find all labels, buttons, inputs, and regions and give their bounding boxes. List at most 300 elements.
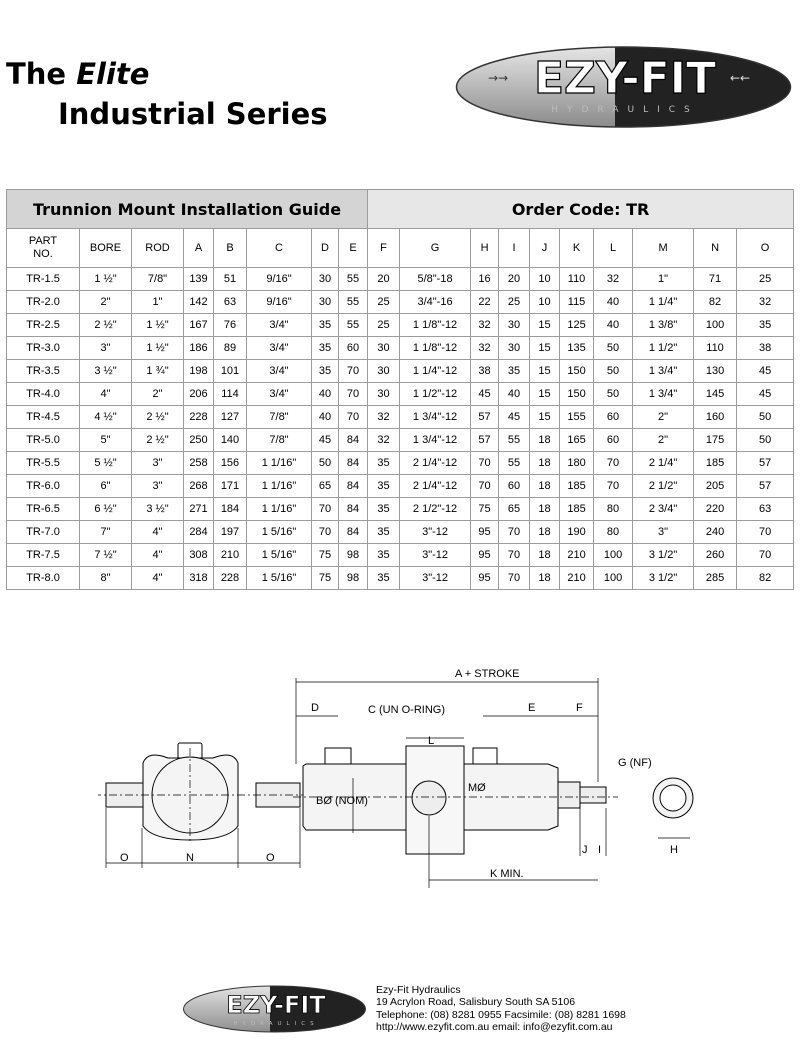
table-cell: 130 <box>694 360 737 383</box>
company-name: Ezy-Fit Hydraulics <box>376 984 461 996</box>
table-cell: 228 <box>214 567 247 590</box>
table-cell: TR-7.5 <box>7 544 80 567</box>
table-cell: 50 <box>737 406 794 429</box>
table-cell: 45 <box>737 383 794 406</box>
table-cell: 268 <box>184 475 214 498</box>
table-cell: 271 <box>184 498 214 521</box>
table-cell: 175 <box>694 429 737 452</box>
table-cell: 40 <box>499 383 530 406</box>
dim-f: F <box>576 702 583 714</box>
table-cell: 45 <box>312 429 339 452</box>
guide-title: Trunnion Mount Installation Guide <box>7 190 368 229</box>
street-address: 19 Acrylon Road, Salisbury South SA 5106 <box>376 996 576 1009</box>
table-cell: 70 <box>499 567 530 590</box>
table-cell: 22 <box>471 291 499 314</box>
table-cell: 140 <box>214 429 247 452</box>
table-cell: 51 <box>214 268 247 291</box>
dim-k: K MIN. <box>490 868 524 880</box>
table-cell: 10 <box>530 268 560 291</box>
table-row <box>7 544 794 567</box>
table-cell: 7/8" <box>132 268 184 291</box>
table-cell: 127 <box>214 406 247 429</box>
side-view <box>293 678 690 888</box>
table-cell: 1 1/4" <box>633 291 694 314</box>
table-cell: 55 <box>499 452 530 475</box>
table-cell: 50 <box>312 452 339 475</box>
table-cell: 15 <box>530 314 560 337</box>
table-cell: 84 <box>339 429 368 452</box>
column-header: C <box>247 229 312 268</box>
table-cell: 55 <box>339 314 368 337</box>
table-cell: 3" <box>132 452 184 475</box>
table-cell: 35 <box>499 360 530 383</box>
table-cell: 3"-12 <box>400 521 471 544</box>
table-cell: 1 ½" <box>132 337 184 360</box>
table-cell: 3"-12 <box>400 567 471 590</box>
dim-l: L <box>428 735 435 747</box>
table-cell: 7" <box>80 521 132 544</box>
table-row <box>7 452 794 475</box>
table-cell: 114 <box>214 383 247 406</box>
table-cell: 100 <box>694 314 737 337</box>
table-cell: 3 ½" <box>80 360 132 383</box>
table-cell: 84 <box>339 498 368 521</box>
table-cell: 250 <box>184 429 214 452</box>
table-cell: 185 <box>560 475 594 498</box>
table-cell: 18 <box>530 544 560 567</box>
table-cell: 70 <box>312 498 339 521</box>
table-cell: 40 <box>594 291 633 314</box>
table-cell: 40 <box>312 383 339 406</box>
table-cell: 70 <box>499 544 530 567</box>
table-cell: 3 1/2" <box>633 544 694 567</box>
table-cell: 18 <box>530 475 560 498</box>
table-cell: 190 <box>560 521 594 544</box>
table-cell: 18 <box>530 452 560 475</box>
dim-d: D <box>311 702 319 714</box>
table-cell: TR-6.5 <box>7 498 80 521</box>
table-cell: TR-1.5 <box>7 268 80 291</box>
table-cell: 1 1/4"-12 <box>400 360 471 383</box>
table-row <box>7 567 794 590</box>
column-header: H <box>471 229 499 268</box>
table-cell: 5/8"-18 <box>400 268 471 291</box>
title-elite: Elite <box>76 57 150 91</box>
table-cell: 35 <box>312 314 339 337</box>
table-cell: 110 <box>694 337 737 360</box>
table-cell: 57 <box>471 429 499 452</box>
column-header: E <box>339 229 368 268</box>
table-cell: 1 5/16" <box>247 544 312 567</box>
table-cell: 32 <box>368 406 400 429</box>
table-cell: 4" <box>80 383 132 406</box>
table-cell: 32 <box>737 291 794 314</box>
table-row <box>7 429 794 452</box>
table-cell: 30 <box>368 337 400 360</box>
table-cell: 2" <box>132 383 184 406</box>
table-cell: 2" <box>633 406 694 429</box>
table-row <box>7 521 794 544</box>
table-cell: 35 <box>312 337 339 360</box>
title-series: Industrial Series <box>58 97 328 131</box>
table-cell: 125 <box>560 314 594 337</box>
table-cell: 100 <box>594 544 633 567</box>
table-cell: 35 <box>368 521 400 544</box>
table-cell: 198 <box>184 360 214 383</box>
table-cell: 45 <box>471 383 499 406</box>
table-cell: 1" <box>633 268 694 291</box>
table-cell: 2 1/2"-12 <box>400 498 471 521</box>
table-cell: 9/16" <box>247 291 312 314</box>
table-cell: 25 <box>737 268 794 291</box>
table-cell: 15 <box>530 406 560 429</box>
table-cell: 75 <box>312 567 339 590</box>
table-cell: 98 <box>339 567 368 590</box>
table-cell: 3" <box>80 337 132 360</box>
table-row <box>7 383 794 406</box>
table-cell: 240 <box>694 521 737 544</box>
table-cell: 1 5/16" <box>247 567 312 590</box>
table-cell: 98 <box>339 544 368 567</box>
table-cell: 70 <box>737 521 794 544</box>
table-cell: 15 <box>530 337 560 360</box>
dim-g: G (NF) <box>618 757 652 769</box>
table-cell: 1 1/2" <box>633 337 694 360</box>
table-cell: 155 <box>560 406 594 429</box>
table-cell: 308 <box>184 544 214 567</box>
table-cell: 318 <box>184 567 214 590</box>
table-cell: TR-7.0 <box>7 521 80 544</box>
table-cell: 70 <box>594 452 633 475</box>
table-cell: 15 <box>530 360 560 383</box>
table-cell: 206 <box>184 383 214 406</box>
table-cell: 210 <box>560 567 594 590</box>
table-cell: 95 <box>471 521 499 544</box>
table-header-band <box>7 190 794 229</box>
table-cell: 18 <box>530 521 560 544</box>
table-cell: 60 <box>499 475 530 498</box>
table-cell: 95 <box>471 544 499 567</box>
table-cell: 1 5/16" <box>247 521 312 544</box>
table-cell: 3/4" <box>247 360 312 383</box>
table-cell: 16 <box>471 268 499 291</box>
table-cell: 1 ¾" <box>132 360 184 383</box>
table-cell: 2 ½" <box>132 429 184 452</box>
table-cell: 40 <box>312 406 339 429</box>
table-cell: 8" <box>80 567 132 590</box>
table-cell: 71 <box>694 268 737 291</box>
column-header: ROD <box>132 229 184 268</box>
column-header: M <box>633 229 694 268</box>
table-cell: 3/4" <box>247 383 312 406</box>
footer-logo <box>182 984 367 1034</box>
table-cell: 75 <box>471 498 499 521</box>
table-cell: TR-5.5 <box>7 452 80 475</box>
port-end-view <box>653 778 693 818</box>
table-cell: 35 <box>368 452 400 475</box>
table-cell: 18 <box>530 498 560 521</box>
table-cell: 20 <box>368 268 400 291</box>
table-cell: 60 <box>594 406 633 429</box>
table-cell: 63 <box>214 291 247 314</box>
table-row <box>7 291 794 314</box>
table-cell: 165 <box>560 429 594 452</box>
table-cell: 18 <box>530 429 560 452</box>
table-row <box>7 498 794 521</box>
table-cell: 4" <box>132 567 184 590</box>
table-cell: TR-4.0 <box>7 383 80 406</box>
table-cell: TR-5.0 <box>7 429 80 452</box>
end-view <box>98 743 313 868</box>
column-header: L <box>594 229 633 268</box>
table-cell: 95 <box>471 567 499 590</box>
footer-logo-sub: HYDRAULICS <box>233 1021 319 1027</box>
svg-text:→→: →→ <box>488 71 509 85</box>
column-header: J <box>530 229 560 268</box>
table-cell: 3/4" <box>247 337 312 360</box>
table-cell: 3" <box>633 521 694 544</box>
table-cell: 70 <box>471 475 499 498</box>
table-cell: 2 ½" <box>132 406 184 429</box>
table-cell: 1 3/4" <box>633 383 694 406</box>
table-cell: 3" <box>132 475 184 498</box>
table-cell: 210 <box>214 544 247 567</box>
dim-e: E <box>528 702 536 714</box>
logo-brand: EZY-FIT <box>533 53 717 104</box>
table-cell: 9/16" <box>247 268 312 291</box>
svg-text:←←: ←← <box>730 71 751 85</box>
table-cell: 101 <box>214 360 247 383</box>
table-cell: 76 <box>214 314 247 337</box>
column-header: B <box>214 229 247 268</box>
table-cell: 135 <box>560 337 594 360</box>
table-cell: 3"-12 <box>400 544 471 567</box>
table-cell: 65 <box>499 498 530 521</box>
dim-o-left: O <box>120 852 129 864</box>
table-cell: 84 <box>339 452 368 475</box>
table-cell: 70 <box>339 360 368 383</box>
table-cell: 2 ½" <box>80 314 132 337</box>
table-cell: 55 <box>499 429 530 452</box>
column-header: F <box>368 229 400 268</box>
dim-b: BØ (NOM) <box>316 795 368 807</box>
table-cell: 142 <box>184 291 214 314</box>
dim-c: C (UN O-RING) <box>368 704 445 716</box>
table-cell: 1 1/2"-12 <box>400 383 471 406</box>
table-row <box>7 314 794 337</box>
dim-i: I <box>598 844 602 856</box>
table-cell: 4" <box>132 521 184 544</box>
table-cell: 40 <box>594 314 633 337</box>
table-cell: 7/8" <box>247 406 312 429</box>
table-cell: 32 <box>368 429 400 452</box>
table-cell: 150 <box>560 360 594 383</box>
table-cell: 50 <box>594 337 633 360</box>
table-cell: 80 <box>594 521 633 544</box>
trunnion-cylinder-drawing <box>98 658 698 888</box>
table-cell: 205 <box>694 475 737 498</box>
table-cell: 89 <box>214 337 247 360</box>
table-cell: TR-8.0 <box>7 567 80 590</box>
order-code: Order Code: TR <box>368 190 794 229</box>
table-cell: 1 ½" <box>132 314 184 337</box>
table-cell: 35 <box>368 475 400 498</box>
table-cell: 185 <box>560 498 594 521</box>
table-cell: 70 <box>312 521 339 544</box>
table-cell: 7/8" <box>247 429 312 452</box>
logo-sub: HYDRAULICS <box>551 105 699 115</box>
table-cell: 3 1/2" <box>633 567 694 590</box>
table-cell: 5" <box>80 429 132 452</box>
table-cell: 35 <box>368 567 400 590</box>
table-cell: 167 <box>184 314 214 337</box>
contact-block <box>376 984 626 1033</box>
table-cell: 60 <box>339 337 368 360</box>
table-cell: 160 <box>694 406 737 429</box>
table-cell: 2 3/4" <box>633 498 694 521</box>
table-cell: 1" <box>132 291 184 314</box>
table-cell: 30 <box>312 268 339 291</box>
table-cell: TR-2.0 <box>7 291 80 314</box>
table-cell: 1 1/16" <box>247 498 312 521</box>
table-cell: 285 <box>694 567 737 590</box>
table-cell: 25 <box>368 314 400 337</box>
table-cell: 70 <box>339 383 368 406</box>
table-cell: 38 <box>471 360 499 383</box>
table-cell: 3/4" <box>247 314 312 337</box>
table-cell: 20 <box>499 268 530 291</box>
table-cell: 1 1/8"-12 <box>400 337 471 360</box>
table-cell: 30 <box>499 337 530 360</box>
table-cell: 100 <box>594 567 633 590</box>
table-cell: 55 <box>339 268 368 291</box>
column-header: PART NO. <box>7 229 80 268</box>
table-cell: 7 ½" <box>80 544 132 567</box>
dim-j: J <box>582 844 588 856</box>
dim-m: MØ <box>468 782 486 794</box>
table-cell: 35 <box>312 360 339 383</box>
table-cell: 50 <box>594 360 633 383</box>
table-cell: 2" <box>80 291 132 314</box>
table-cell: 32 <box>471 314 499 337</box>
table-cell: 38 <box>737 337 794 360</box>
table-cell: 55 <box>339 291 368 314</box>
table-cell: 50 <box>737 429 794 452</box>
table-cell: 220 <box>694 498 737 521</box>
table-cell: 139 <box>184 268 214 291</box>
table-cell: 70 <box>594 475 633 498</box>
table-cell: 258 <box>184 452 214 475</box>
table-cell: 70 <box>471 452 499 475</box>
table-cell: 45 <box>499 406 530 429</box>
table-cell: 4" <box>132 544 184 567</box>
table-cell: 70 <box>499 521 530 544</box>
table-cell: 10 <box>530 291 560 314</box>
table-cell: 84 <box>339 475 368 498</box>
table-cell: 50 <box>594 383 633 406</box>
table-cell: TR-6.0 <box>7 475 80 498</box>
column-header: O <box>737 229 794 268</box>
table-cell: 6 ½" <box>80 498 132 521</box>
table-cell: 82 <box>737 567 794 590</box>
column-header: BORE <box>80 229 132 268</box>
table-cell: 210 <box>560 544 594 567</box>
table-cell: 2 1/4"-12 <box>400 452 471 475</box>
table-cell: 110 <box>560 268 594 291</box>
table-cell: 30 <box>368 383 400 406</box>
table-cell: 1 3/4" <box>633 360 694 383</box>
web-email: http://www.ezyfit.com.au email: info@ezyfit.com.au <box>376 1020 613 1033</box>
dim-n: N <box>186 852 194 864</box>
table-row <box>7 406 794 429</box>
table-cell: 15 <box>530 383 560 406</box>
table-cell: 228 <box>184 406 214 429</box>
table-cell: 2" <box>633 429 694 452</box>
dim-a-stroke: A + STROKE <box>455 668 520 680</box>
table-cell: 185 <box>694 452 737 475</box>
footer-logo-brand: EZY-FIT <box>226 991 326 1019</box>
table-cell: 30 <box>499 314 530 337</box>
table-cell: 2 1/4"-12 <box>400 475 471 498</box>
table-cell: 197 <box>214 521 247 544</box>
table-cell: 57 <box>737 452 794 475</box>
dim-o-right: O <box>266 852 275 864</box>
table-body <box>7 268 794 590</box>
table-cell: 70 <box>737 544 794 567</box>
page-title <box>6 54 328 134</box>
table-cell: 63 <box>737 498 794 521</box>
table-cell: 171 <box>214 475 247 498</box>
table-row <box>7 337 794 360</box>
table-cell: 25 <box>499 291 530 314</box>
ezy-fit-logo <box>455 46 792 128</box>
table-cell: 1 ½" <box>80 268 132 291</box>
table-cell: 1 1/16" <box>247 452 312 475</box>
table-cell: 156 <box>214 452 247 475</box>
table-cell: 35 <box>737 314 794 337</box>
table-row <box>7 268 794 291</box>
table-cell: 1 3/4"-12 <box>400 429 471 452</box>
table-cell: 180 <box>560 452 594 475</box>
table-cell: TR-3.0 <box>7 337 80 360</box>
table-cell: 260 <box>694 544 737 567</box>
column-header: G <box>400 229 471 268</box>
table-cell: 35 <box>368 544 400 567</box>
table-cell: 57 <box>471 406 499 429</box>
table-cell: 65 <box>312 475 339 498</box>
table-cell: 2 1/4" <box>633 452 694 475</box>
table-cell: 30 <box>368 360 400 383</box>
table-cell: 84 <box>339 521 368 544</box>
table-cell: 284 <box>184 521 214 544</box>
table-cell: 184 <box>214 498 247 521</box>
table-cell: TR-3.5 <box>7 360 80 383</box>
table-cell: 4 ½" <box>80 406 132 429</box>
table-cell: 57 <box>737 475 794 498</box>
table-cell: 1 1/8"-12 <box>400 314 471 337</box>
column-header: K <box>560 229 594 268</box>
table-cell: 1 3/8" <box>633 314 694 337</box>
installation-guide-table <box>6 189 794 590</box>
table-cell: 186 <box>184 337 214 360</box>
table-cell: 32 <box>471 337 499 360</box>
table-cell: 3 ½" <box>132 498 184 521</box>
phone-fax: Telephone: (08) 8281 0955 Facsimile: (08) 8281 1698 <box>376 1008 626 1021</box>
table-cell: TR-2.5 <box>7 314 80 337</box>
table-cell: 80 <box>594 498 633 521</box>
table-cell: 18 <box>530 567 560 590</box>
table-cell: TR-4.5 <box>7 406 80 429</box>
